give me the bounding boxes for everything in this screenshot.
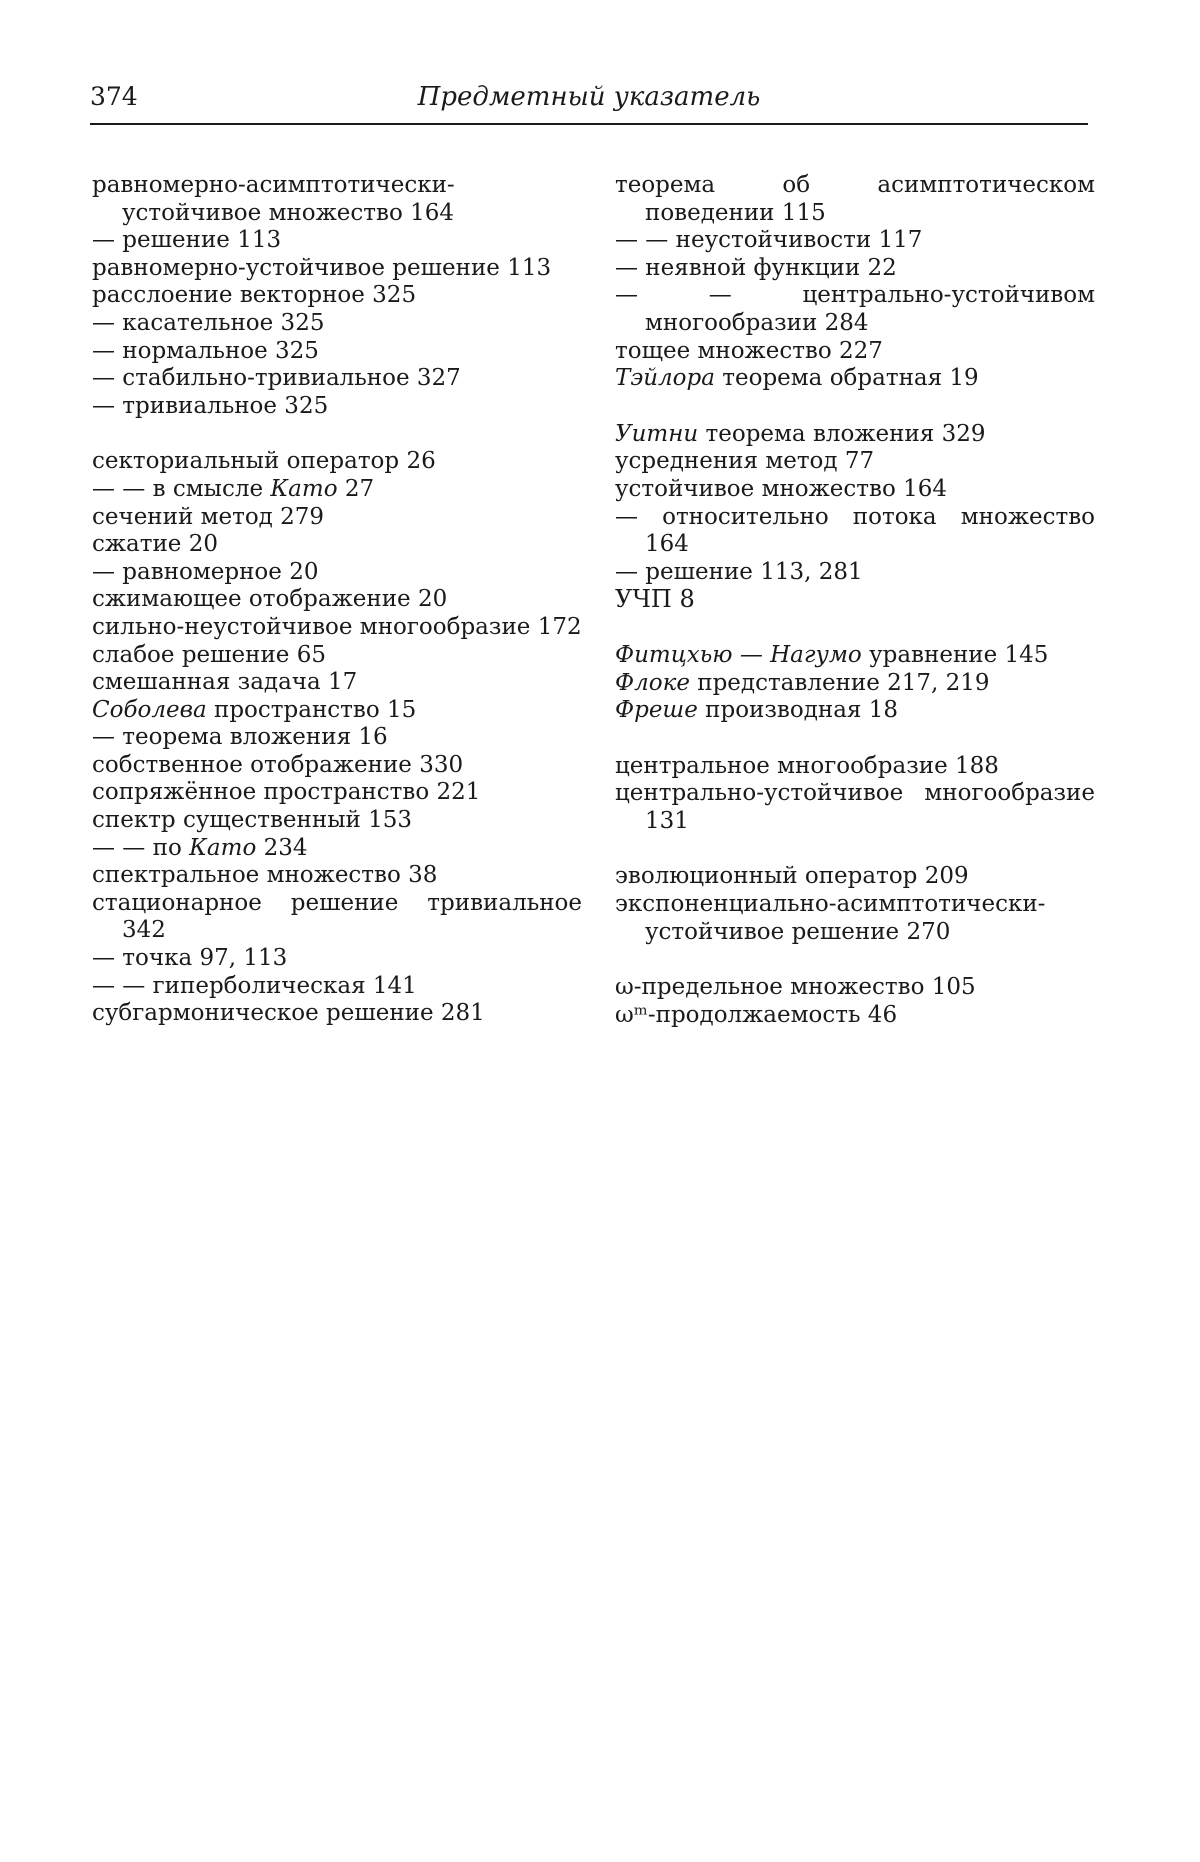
index-entry: центральное многообразие 188 — [615, 752, 999, 779]
index-entry: собственное отображение 330 — [92, 751, 464, 778]
index-entry: эволюционный оператор 209 — [615, 863, 969, 890]
author-name: Фитцхью — Нагумо — [615, 641, 862, 668]
index-entry — [92, 835, 582, 863]
author-name: Соболева — [92, 696, 207, 723]
index-entry: спектр существенный 153 — [92, 807, 413, 834]
entry-text: теорема вложения 329 — [698, 420, 986, 447]
index-entry: усреднения метод 77 — [615, 448, 875, 475]
entry-text: пространство 15 — [206, 696, 417, 723]
letter-group-gap — [615, 835, 1095, 863]
index-entry: слабое решение 65 — [92, 641, 326, 668]
index-entry: — стабильно-тривиальное 327 — [92, 365, 461, 392]
index-entry — [92, 476, 582, 504]
index-entry — [615, 670, 1095, 698]
index-entry: субгармоническое решение 281 — [92, 1000, 485, 1027]
index-entry: ω-предельное множество 105 — [615, 974, 976, 1001]
index-entry: центрально-устойчивое многообразие 131 — [615, 780, 1095, 834]
letter-group-gap — [615, 614, 1095, 642]
index-entry: ωᵐ-продолжаемость 46 — [615, 1001, 898, 1028]
index-entry: расслоение векторное 325 — [92, 282, 417, 309]
index-entry: — — неустойчивости 117 — [615, 227, 923, 254]
index-entry: — неявной функции 22 — [615, 254, 897, 281]
index-entry: спектральное множество 38 — [92, 862, 438, 889]
entry-text: представление 217, 219 — [689, 669, 990, 696]
entry-page: 234 — [256, 834, 308, 861]
entry-text: уравнение 145 — [861, 641, 1049, 668]
running-title: Предметный указатель — [417, 82, 761, 112]
page-header — [90, 82, 1088, 122]
index-entry: тощее множество 227 — [615, 337, 883, 364]
index-entry — [615, 642, 1095, 670]
index-entry: — точка 97, 113 — [92, 945, 288, 972]
index-entry: устойчивое множество 164 — [615, 475, 948, 502]
entry-page: 27 — [337, 475, 375, 502]
index-entry: — тривиальное 325 — [92, 392, 329, 419]
author-name: Като — [189, 834, 257, 861]
index-entry: равномерно-устойчивое решение 113 — [92, 254, 552, 281]
index-entry: сжимающее отображение 20 — [92, 586, 448, 613]
entry-text: теорема обратная 19 — [714, 365, 979, 392]
index-entry: УЧП 8 — [615, 585, 695, 614]
index-entry: равномерно-асимптотически-устойчивое множество 164 — [92, 172, 455, 226]
index-entry: экспоненциально-асимптотически-устойчивое решение 270 — [615, 891, 1046, 945]
author-name: Флоке — [615, 669, 690, 696]
index-entry: сильно-неустойчивое многообразие 172 — [92, 613, 582, 640]
entry-text: — — в смысле — [92, 475, 271, 502]
index-entry: сжатие 20 — [92, 531, 218, 558]
entry-text: производная 18 — [697, 697, 898, 724]
index-entry — [615, 697, 1095, 725]
index-entry: — — гиперболическая 141 — [92, 972, 417, 999]
letter-group-gap — [615, 946, 1095, 974]
index-column-left — [92, 172, 582, 1028]
letter-group-gap — [92, 420, 582, 448]
letter-group-gap — [615, 725, 1095, 753]
entry-text: — — по — [92, 834, 190, 861]
header-rule — [90, 123, 1088, 125]
index-entry: — относительно потока множество 164 — [615, 503, 1095, 558]
page-number: 374 — [90, 82, 138, 111]
author-name: Като — [270, 475, 338, 502]
index-entry: — теорема вложения 16 — [92, 724, 388, 751]
index-entry: — решение 113 — [92, 227, 282, 254]
index-entry: секториальный оператор 26 — [92, 448, 436, 475]
index-column-right — [615, 172, 1095, 1029]
index-entry: теорема об асимптотическом поведении 115 — [615, 172, 1095, 226]
index-entry: смешанная задача 17 — [92, 669, 358, 696]
letter-group-gap — [615, 393, 1095, 421]
index-entry — [615, 421, 1095, 449]
index-entry: — нормальное 325 — [92, 337, 319, 364]
index-entry — [615, 365, 1095, 393]
index-entry: сопряжённое пространство 221 — [92, 779, 481, 806]
author-name: Уитни — [615, 420, 699, 447]
index-entry — [92, 697, 582, 725]
index-entry: — — центрально-устойчивом многообразии 284 — [615, 282, 1095, 336]
author-name: Тэйлора — [615, 365, 715, 392]
index-entry: — решение 113, 281 — [615, 558, 863, 585]
index-entry: — равномерное 20 — [92, 558, 319, 585]
index-entry: — касательное 325 — [92, 309, 325, 336]
index-entry: сечений метод 279 — [92, 503, 325, 530]
index-entry: стационарное решение тривиальное 342 — [92, 889, 582, 944]
author-name: Фреше — [615, 697, 698, 724]
